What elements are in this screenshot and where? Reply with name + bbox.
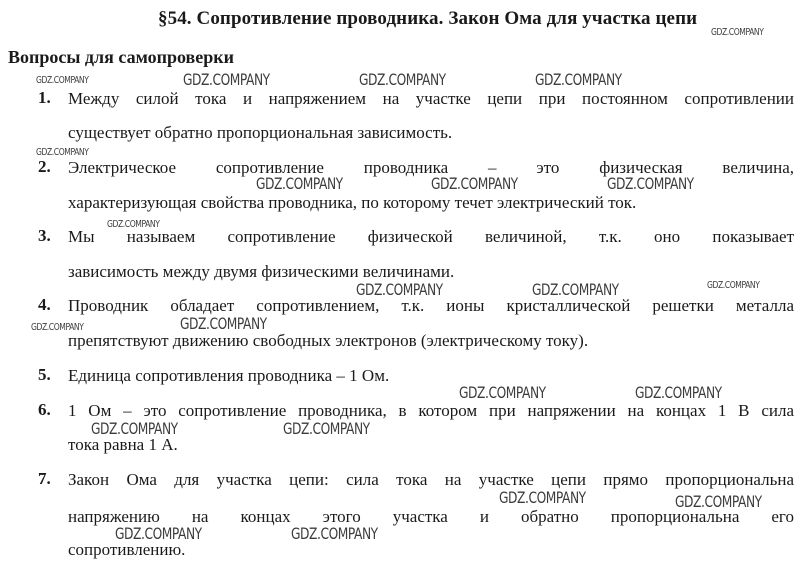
watermark: GDZ.COMPANY <box>359 70 446 89</box>
item-text-line: Между силой тока и напряжением на участке цепи при постоянном сопротивлении <box>68 89 794 108</box>
watermark: GDZ.COMPANY <box>36 147 89 158</box>
item-text-line: препятствуют движению свободных электронов (электрическому току). <box>68 331 589 350</box>
watermark: GDZ.COMPANY <box>91 419 178 438</box>
item-number: 3. <box>38 226 51 245</box>
item-text-line: Проводник обладает сопротивлением, т.к. ионы кристаллической решетки металла <box>68 296 794 315</box>
item-number: 6. <box>38 400 51 419</box>
item-text-line: напряжению на концах этого участка и обратно пропорциональна его <box>68 507 794 526</box>
item-number: 4. <box>38 295 51 314</box>
watermark: GDZ.COMPANY <box>707 280 760 291</box>
item-text-line: характеризующая свойства проводника, по которому течет электрический ток. <box>68 193 637 212</box>
watermark: GDZ.COMPANY <box>635 383 722 402</box>
item-number: 5. <box>38 365 51 384</box>
watermark: GDZ.COMPANY <box>256 174 343 193</box>
watermark: GDZ.COMPANY <box>183 70 270 89</box>
item-text-line: 1 Ом – это сопротивление проводника, в котором при напряжении на концах 1 В сила <box>68 401 794 420</box>
watermark: GDZ.COMPANY <box>180 314 267 333</box>
item-text-line: Единица сопротивления проводника – 1 Ом. <box>68 366 390 385</box>
watermark: GDZ.COMPANY <box>36 75 89 86</box>
watermark: GDZ.COMPANY <box>115 524 202 543</box>
watermark: GDZ.COMPANY <box>535 70 622 89</box>
watermark: GDZ.COMPANY <box>532 280 619 299</box>
watermark: GDZ.COMPANY <box>31 322 84 333</box>
watermark: GDZ.COMPANY <box>291 524 378 543</box>
watermark: GDZ.COMPANY <box>431 174 518 193</box>
item-text-line: Электрическое сопротивление проводника – это физическая величина, <box>68 158 794 177</box>
item-text-line: тока равна 1 А. <box>68 435 178 454</box>
item-text-line: Мы называем сопротивление физической величиной, т.к. оно показывает <box>68 227 794 246</box>
item-number: 1. <box>38 88 51 107</box>
section-subtitle: Вопросы для самопроверки <box>8 47 235 67</box>
watermark: GDZ.COMPANY <box>675 492 762 511</box>
watermark: GDZ.COMPANY <box>107 219 160 230</box>
page-title: §54. Сопротивление проводника. Закон Ома для участка цепи <box>158 8 698 29</box>
watermark: GDZ.COMPANY <box>607 174 694 193</box>
watermark: GDZ.COMPANY <box>711 27 764 38</box>
item-number: 2. <box>38 157 51 176</box>
item-number: 7. <box>38 469 51 488</box>
item-text-line: сопротивлению. <box>68 540 186 559</box>
item-text-line: зависимость между двумя физическими величинами. <box>68 262 455 281</box>
watermark: GDZ.COMPANY <box>459 383 546 402</box>
watermark: GDZ.COMPANY <box>283 419 370 438</box>
watermark: GDZ.COMPANY <box>499 488 586 507</box>
item-text-line: Закон Ома для участка цепи: сила тока на участке цепи прямо пропорциональна <box>68 470 794 489</box>
watermark: GDZ.COMPANY <box>356 280 443 299</box>
item-text-line: существует обратно пропорциональная зависимость. <box>68 123 453 142</box>
